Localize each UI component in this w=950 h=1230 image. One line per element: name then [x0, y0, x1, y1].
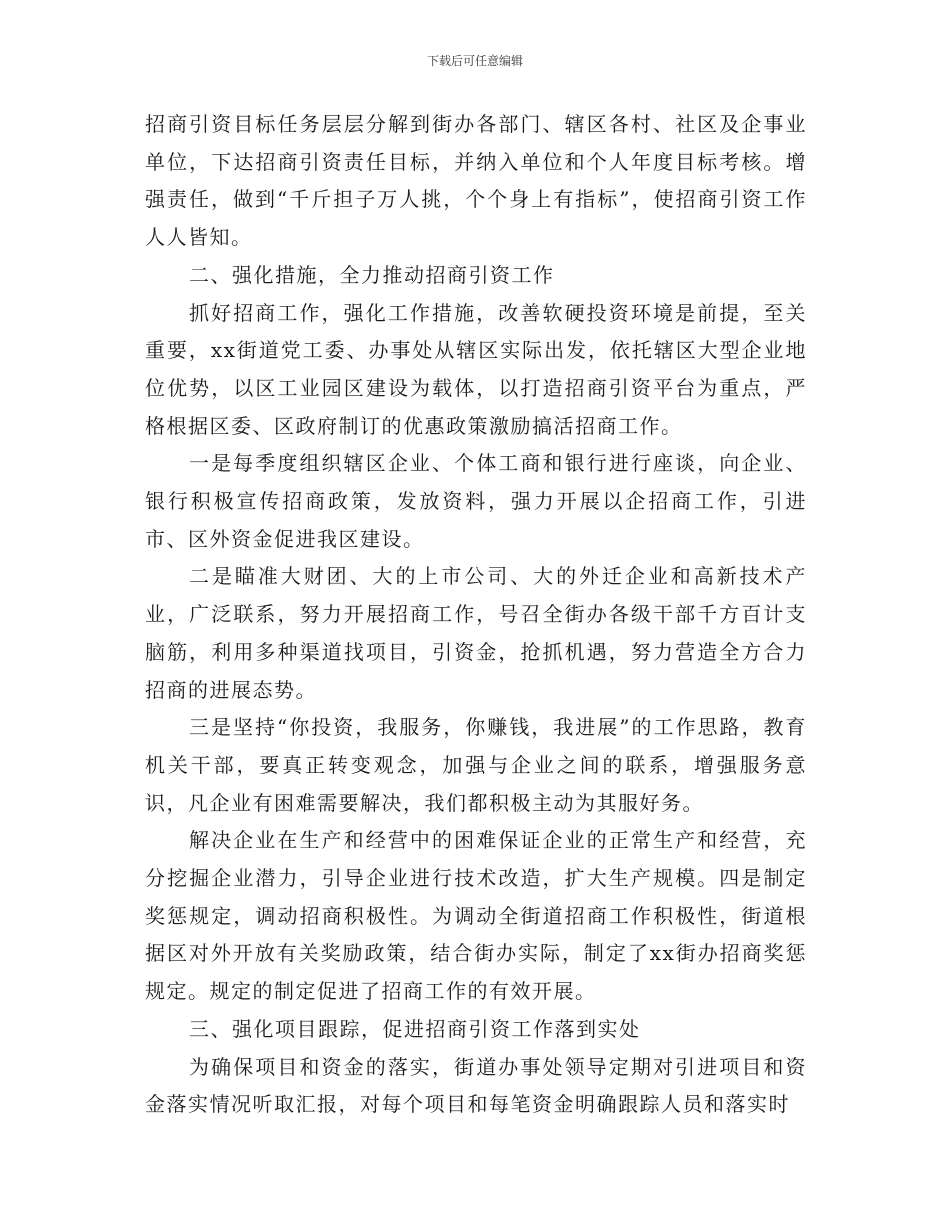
- section-heading-2: 二、强化措施，全力推动招商引资工作: [189, 262, 555, 287]
- paragraph-3: 抓好招商工作，强化工作措施，改善软硬投资环境是前提，至关重要，xx街道党工委、办事处从辖区实际出发，依托辖区大型企业地位优势，以区工业园区建设为载体，以打造招商引资平台为重点，严格根据区委、区政府制订的优惠政策激励搞活招商工作。: [145, 300, 807, 438]
- document-body: [145, 106, 807, 1124]
- paragraph-6: 三是坚持“你投资，我服务，你赚钱，我进展”的工作思路，教育机关干部，要真正转变观念，加强与企业之间的联系，增强服务意识，凡企业有困难需要解决，我们都积极主动为其服好务。: [145, 715, 807, 815]
- page-header: 下载后可任意编辑: [426, 54, 523, 68]
- paragraph-5: 二是瞄准大财团、大的上市公司、大的外迁企业和高新技术产业，广泛联系，努力开展招商工作，号召全街办各级干部千方百计支脑筋，利用多种渠道找项目，引资金，抢抓机遇，努力营造全方合力招商的进展态势。: [145, 564, 807, 702]
- paragraph-1: 招商引资目标任务层层分解到街办各部门、辖区各村、社区及企事业单位，下达招商引资责任目标，并纳入单位和个人年度目标考核。增强责任，做到“千斤担子万人挑，个个身上有指标”，使招商引资工作人人皆知。: [145, 112, 807, 250]
- paragraph-4: 一是每季度组织辖区企业、个体工商和银行进行座谈，向企业、银行积极宣传招商政策，发放资料，强力开展以企招商工作，引进市、区外资金促进我区建设。: [145, 451, 807, 551]
- paragraph-7: 解决企业在生产和经营中的困难保证企业的正常生产和经营，充分挖掘企业潜力，引导企业进行技术改造，扩大生产规模。四是制定奖惩规定，调动招商积极性。为调动全街道招商工作积极性，街道根据区对外开放有关奖励政策，结合街办实际，制定了xx街办招商奖惩规定。规定的制定促进了招商工作的有效开展。: [145, 828, 807, 1004]
- paragraph-9: 为确保项目和资金的落实，街道办事处领导定期对引进项目和资金落实情况听取汇报，对每个项目和每笔资金明确跟踪人员和落实时: [145, 1054, 807, 1117]
- section-heading-3: 三、强化项目跟踪，促进招商引资工作落到实处: [189, 1016, 641, 1041]
